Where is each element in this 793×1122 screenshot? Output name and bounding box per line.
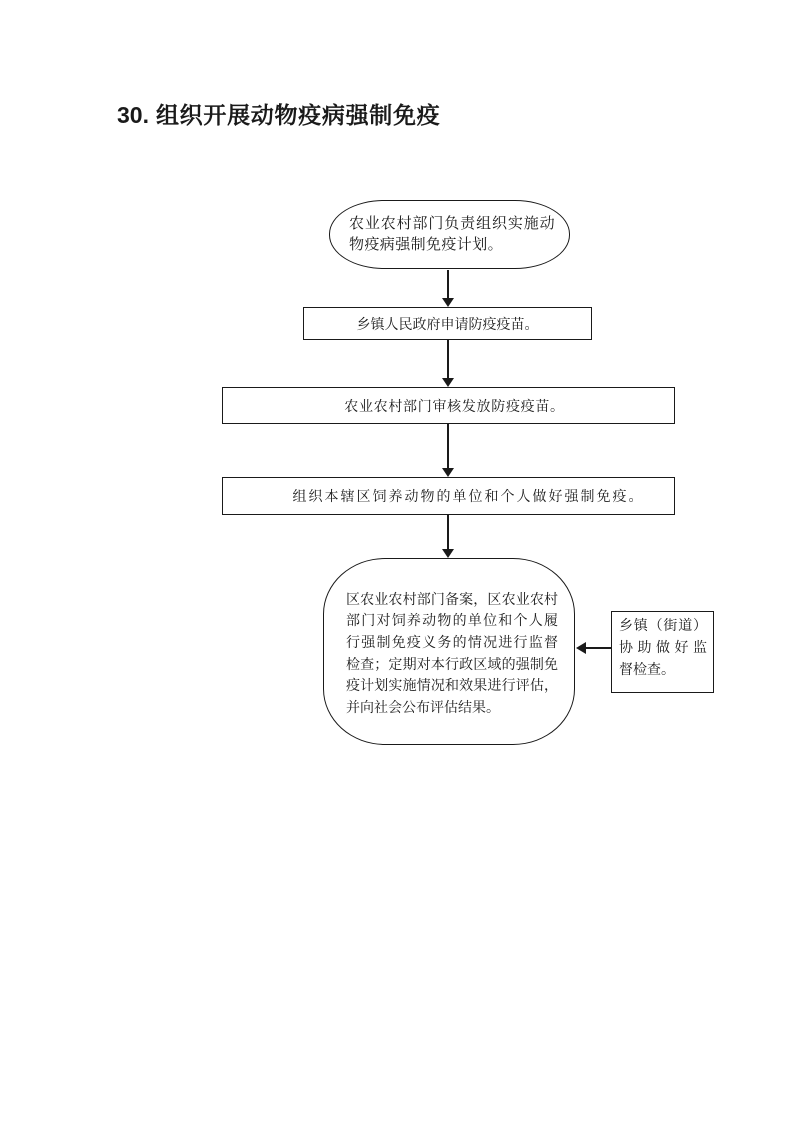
arrow-shaft — [447, 424, 449, 469]
arrow-shaft — [447, 515, 449, 550]
flow-node-step1 — [303, 307, 592, 340]
flow-node-step3 — [222, 477, 675, 515]
arrow-shaft — [447, 270, 449, 299]
node-end-text — [346, 590, 558, 720]
text-line: 疫计划实施情况和效果进行评估， — [346, 679, 558, 695]
text-line: 农业农村部门负责组织实施动 — [349, 216, 555, 232]
flow-node-start — [329, 200, 570, 269]
text-line: 并向社会公布评估结果。 — [346, 700, 500, 716]
node-step3-label: 组织本辖区饲养动物的单位和个人做好强制免疫。 — [292, 490, 645, 505]
title-text: 组织开展动物疫病强制免疫 — [155, 102, 441, 128]
text-line: 行强制免疫义务的情况进行监督 — [346, 635, 558, 651]
text-line: 物疫病强制免疫计划。 — [349, 236, 504, 253]
arrow-shaft — [585, 647, 611, 649]
arrow-shaft — [447, 340, 449, 379]
flow-node-step2 — [222, 387, 675, 424]
text-line: 区农业农村部门备案，区农业农村 — [346, 592, 558, 608]
text-line: 协助做好监 — [619, 640, 707, 656]
page-title — [117, 101, 440, 129]
flow-arrow-left-side — [576, 642, 611, 654]
flow-arrow-down-3 — [442, 424, 454, 477]
flow-node-side-note — [611, 611, 714, 693]
text-line: 督检查。 — [619, 662, 675, 678]
node-step1-label: 乡镇人民政府申请防疫疫苗。 — [356, 317, 539, 333]
flow-node-end — [323, 558, 575, 745]
flow-arrow-down-1 — [442, 270, 454, 307]
arrow-down-icon — [442, 298, 454, 307]
text-line: 部门对饲养动物的单位和个人履 — [346, 614, 558, 630]
flow-arrow-down-4 — [442, 515, 454, 558]
arrow-down-icon — [442, 549, 454, 558]
node-side-text — [619, 616, 707, 681]
text-line: 检查；定期对本行政区域的强制免 — [346, 657, 558, 673]
flow-arrow-down-2 — [442, 340, 454, 387]
text-line: 乡镇（街道） — [619, 619, 707, 634]
node-step2-label: 农业农村部门审核发放防疫疫苗。 — [344, 399, 565, 415]
node-start-text — [349, 214, 555, 255]
title-number: 30. — [117, 102, 149, 128]
arrow-down-icon — [442, 468, 454, 477]
arrow-down-icon — [442, 378, 454, 387]
